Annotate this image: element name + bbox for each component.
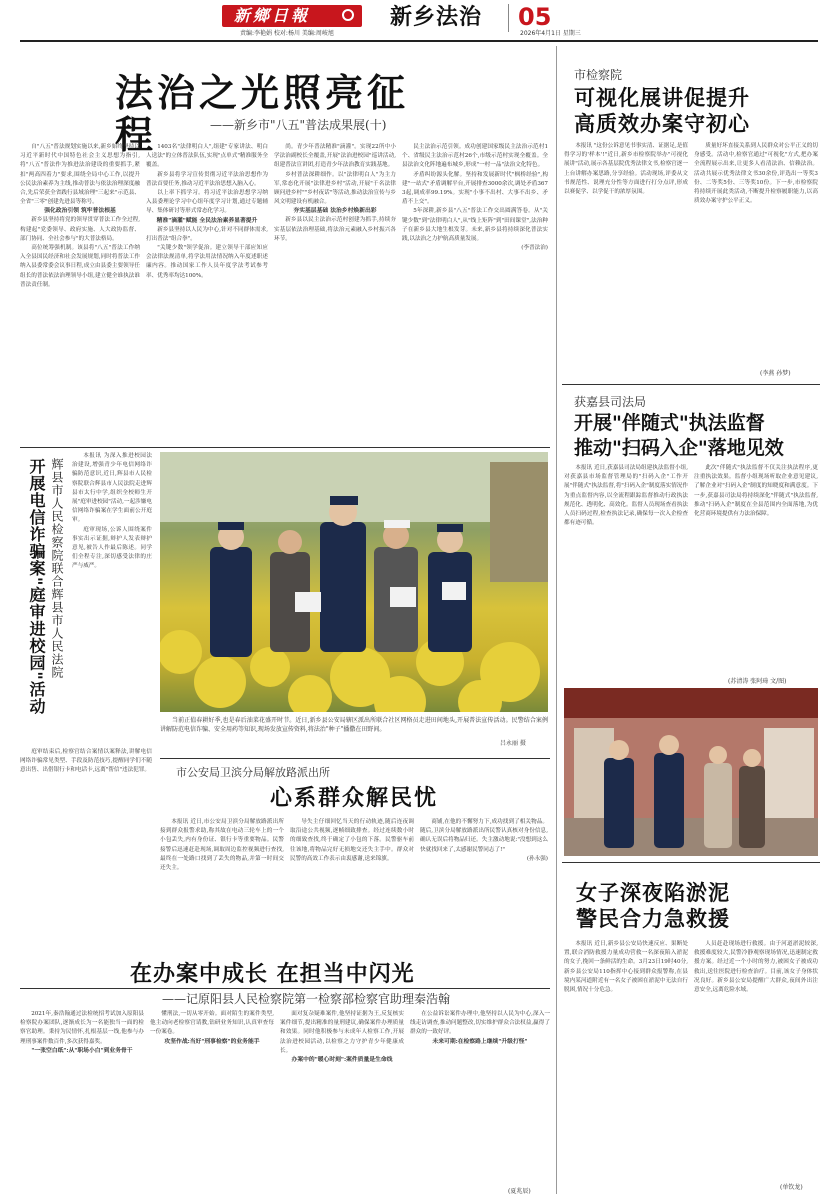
subheading: 攻坚作战:当好"刑事检察"的业务能手 [164,1038,260,1045]
article6-headline-line1: 女子深夜陷淤泥 [576,881,730,905]
paragraph: 尚。青少年普法精准"滴灌"。实现22所中小学法治副校长全覆盖,开展"法治进校园"巡讲活动,组建普法宣讲团,打造青少年法治教育实践基地。 [274,144,396,169]
article6-column-1 [564,940,688,1194]
masthead-rule [20,40,818,42]
paragraph: 以上率下抓学习。将习近平法治思想学习纳入县委理论学习中心组年度学习计划,通过专题辅导、集体研讨等形式常态化学习。 [146,190,268,215]
article1-column-3 [274,143,396,443]
article7-column-2 [150,1010,274,1194]
police-rapeseed-field-photo [160,452,548,712]
byline: (孙永强) [526,855,548,862]
article5-headline-line2: 推动"扫码入企"落地见效 [574,437,784,459]
section-title: 新乡法治 [390,5,483,30]
article7-subheadline: ——记原阳县人民检察院第一检察部检察官助理秦浩翰 [162,992,451,1006]
divider [562,384,820,385]
caption-text: 当前正值春耕好季,也是春后油菜花盛开时节。近日,新乡县公安局辖区派出所联合社区网格员走进田间地头,开展普法宣传活动。民警结合案例讲解防范电信诈骗、安全用药等知识,现场发放宣传资料,将法治"种子"播撒在田野间。 [160,717,548,733]
article5-headline-line1: 开展"伴随式"执法监督 [574,412,765,434]
article4-headline-line1: 可视化展讲促提升 [574,86,750,110]
section-divider [508,4,509,32]
paragraph: 民主法治示范引领。成功创建国家级民主法治示范村1个、省级民主法治示范村26个,市级示范村实现全覆盖。全县法治文化阵地遍布城乡,形成"一村一品"法治文化特色。 [402,144,548,169]
paragraph: 新乡县坚持以人民为中心,针对不同群体需求,打出普法"组合拳"。 [146,226,268,242]
article3-kicker: 市公安局卫滨分局解放路派出所 [176,766,330,779]
photo1-caption [160,716,548,756]
paragraph: 新乡县将学习宣传贯彻习近平法治思想作为普法首要任务,推动习近平法治思想入脑入心。 [146,171,268,187]
paragraph: 新乡县坚持将党的领导贯穿普法工作全过程,构建起"党委领导、政府实施、人大政协监督、部门协同、全社会参与"的大普法格局。 [20,217,140,242]
paragraph: 乡村普法深耕细作。以"法律明白人"为主力军,常态化开展"法律进乡村"活动,开展"千名法律顾问进乡村""乡村夜话"等活动,推动法治宣传与乡风文明建设有机融合。 [274,171,396,206]
paragraph: 面对复杂疑难案件,他坚持证据为王,反复核实案件细节,提出精准的量刑建议,确保案件办理质量和效果。同时他积极参与未成年人检察工作,开展法治进校园活动,以检察之力守护青少年健康成长。 [280,1011,404,1054]
article1-column-4 [402,143,548,443]
vertical-divider [556,46,557,1194]
paragraph: 新乡县以民主法治示范村创建为抓手,持续夯实基层依法治理基础,将法治元素融入乡村振兴各环节。 [274,217,396,242]
subheading: "一张空白纸":从"职场小白"到业务骨干 [31,1047,133,1054]
article4-kicker: 市检察院 [574,68,623,82]
paragraph: 导失主仔细回忆当天的行动轨迹,随后连夜调取沿途公共视频,逐帧细致排查。经过连续数小时的细致查找,终于确定了小包的下落。民警驱车前往该地,将物品完好无损地交还失主手中。群众对民警的高效工作表示由衷感谢,送来锦旗。 [290,819,414,862]
article4-byline: (李燕 孙梦) [760,370,791,377]
article1-column-1 [20,143,140,443]
article7-headline: 在办案中成长 在担当中闪光 [130,962,415,987]
article6-byline: (单钦龙) [780,1184,803,1191]
divider [160,758,550,759]
paragraph: 本报讯 近日,市公安局卫滨分局解放路派出所接到群众报警求助,称其故在电动三轮车上的一个小包丢失,内有身份证、银行卡等重要物品。民警接警后迅速赶赴现场,调取周边监控视频进行查找,最终在一处路口找到了丢失的物品,并第一时间交还失主。 [160,819,284,872]
article2-headline: 开展电信诈骗案"庭审进校园"活动 [27,458,46,715]
date-line: 2026年4月1日 星期三 [520,30,581,37]
article7-column-4 [410,1010,550,1186]
paragraph: 自"八五"普法规划实施以来,新乡始终坚持以习近平新时代中国特色社会主义思想为指引,将"八五"普法作为推进法治建设的重要抓手,紧扣"两高四着力"要求,围绕全局中心工作,以提升公民法治素养为主线,推动普法与依法治理深度融合,先后荣获全省践行县域治理"三起来"示范县、全省"三零"创建先进县等称号。 [20,144,140,206]
photo-illustration [160,452,548,712]
divider [562,862,820,863]
article2-subheadline: 辉县市人民检察院联合辉县市人民法院 [50,458,64,679]
photo1-credit: 吕永丽 摄 [500,740,526,747]
article3-column-2 [290,818,414,978]
paragraph: 庭审结束后,检察官结合案情以案释法,讲解电信网络诈骗常见类型、手段及防范技巧,提醒同学们不随意出售、出借银行卡和电话卡,远离"帮信"违法犯罪。 [20,749,152,774]
subheading: 强化政治引领 筑牢普法根基 [44,208,116,215]
article6-headline-line2: 警民合力急救援 [576,907,730,931]
paragraph: 本报讯 近日,获嘉县司法局组建执法监督小组,对获嘉县市场监督管理局的"扫码入企"工作开展"伴随式"执法监督,将"扫码入企"制度落实情况作为重点监督内容,以全流程跟踪监督推动行政执法规范化、透明化、高效化。监督人员现场查看执法人员扫码过程,检查执法记录,确保每一次入企检查都有迹可循。 [564,465,688,527]
article2-column-2 [20,748,152,984]
divider [20,988,550,989]
divider [20,447,550,448]
paragraph: 在公益诉讼案件办理中,他坚持以人民为中心,深入一线走访调查,推动问题整改,切实维护群众合法权益,赢得了群众的一致好评。 [410,1011,550,1036]
page-number: 05 [518,3,552,31]
masthead [0,0,838,40]
subheading: 精准"滴灌"赋能 全民法治素养显著提升 [156,217,258,224]
logo-ornament [342,9,354,21]
paragraph: 本报讯 近日,新乡县公安局快速反应、果断处置,联合消防救援力量成功营救一名深夜陷入淤泥的女子,挽回一条鲜活的生命。3月23日19时40分,新乡县公安局110指挥中心接到群众报警称,在县境内某河道附近有一名女子被困在淤泥中无法自行脱困,情况十分危急。 [564,941,688,994]
paragraph: 高位统筹强机制。该县将"八五"普法工作纳入全县国民经济和社会发展规划,同时将普法工作纳入县委常委会议事日程,成立由县委主要领导任组长的普法依法治理领导小组,建立健全谁执法谁普法责任制。 [20,245,140,288]
paragraph: 矛盾纠纷源头化解。坚持和发展新时代"枫桥经验",构建"一站式"矛盾调解平台,开展排查3000余次,调处矛盾3673起,调成率99.19%。实现"小事不出村、大事不出乡、矛盾不上交"。 [402,171,548,206]
article4-headline-line2: 高质效办案守初心 [574,112,750,136]
paragraph: 质量好坏直接关系到人民群众对公平正义的切身感受。活动中,检察官通过"可视化"方式,把办案全流程展示出来,让更多人看清法治、信赖法治。活动共展示优秀法律文书30余份,评选出一等奖3份、二等奖5份、三等奖10份。下一步,市检察院将持续开展此类活动,不断提升检察履职能力,以高质效办案守护公平正义。 [694,143,818,205]
paragraph: 人员赶赴现场进行救援。由于河道淤泥较深,救援难度较大,民警冷静观察现场情况,迅速制定救援方案。经过近一个小时的努力,被困女子被成功救出,送往医院进行检查治疗。目前,该女子身体状况良好。新乡县公安局提醒广大群众,夜间外出注意安全,远离危险水域。 [694,941,818,994]
article3-column-1 [160,818,284,978]
article1-subheadline: ——新乡市"八五"普法成果展(十) [210,118,387,132]
article2-column-1 [72,452,152,732]
article1-headline: 法治之光照亮征程 [115,71,410,157]
subheading: 夯实基层基础 法治乡村焕新出彩 [293,208,377,215]
byline: (李晋法治) [521,245,548,252]
article7-column-3 [280,1010,404,1194]
editors-line: 责编:李艳娟 校对:杨川 美编:周岐旭 [240,30,334,37]
photo-illustration [564,688,818,856]
paragraph: 商铺,在他的不懈努力下,成功找到了相关物品。随后,卫滨分局解放路派出所民警认真核对身份信息,确认无误后将物品归还。失主激动地说:"没想到这么快就找回来了,太感谢民警同志了!" [420,819,548,853]
paragraph: 2021年,秦浩翰通过法检统招考试加入原阳县检察院办案团队,逐渐成长为一名能独当一面的检察官助理。秉持为民情怀,扎根基层一线,他参与办理刑事案件数百件,多次获得嘉奖。 [20,1011,144,1045]
paragraph: 此次"伴随式"执法监督不仅关注执法程序,更注重执法效果。监督小组现场听取企业意见建议,了解企业对"扫码入企"制度的知晓度和满意度。下一步,获嘉县司法局将持续深化"伴随式"执法监督,推动"扫码入企"制度在全县范围内全面落地,为优化营商环境提供有力法治保障。 [694,465,818,518]
paragraph: 懂刑法,一切从零开始。面对陌生的案件类型,他主动向老检察官请教,钻研业务知识,认真审查每一份案卷。 [150,1011,274,1036]
article6-column-2 [694,940,818,1180]
article4-column-2 [694,142,818,368]
article5-column-1 [564,464,688,686]
paragraph: "关键少数"领学促治。建立领导干部应知应会法律法规清单,将学法用法情况纳入年度述职述廉内容。推动国家工作人员年度学法考试参考率、优秀率均达100%。 [146,245,268,279]
article5-byline: (苏清涛 张阿琦 文/图) [728,678,787,685]
article7-column-1 [20,1010,144,1194]
subheading: 办案中的"暖心时刻":案件质量是生命线 [291,1057,393,1064]
article1-column-2 [146,143,268,443]
paragraph: 庭审现场,公诉人围绕案件事实出示证据,辩护人发表辩护意见,被告人作最后陈述。同学们全程专注,深切感受法律的庄严与威严。 [72,526,152,570]
article4-column-1 [564,142,688,378]
article3-column-3 [420,818,548,978]
paragraph: 1403名"法律明白人",组建"专家讲法、明白人送法"的立体普法队伍,实现"点单式"精准服务全覆盖。 [146,144,268,169]
logo-text: 新鄉日報 [234,6,311,25]
article5-kicker: 获嘉县司法局 [574,395,647,409]
subheading: 未来可期:在检察路上继续"升级打怪" [432,1038,528,1045]
article3-headline: 心系群众解民忧 [270,786,439,811]
supervision-photo [564,688,818,856]
paragraph: 5年深耕,新乡县"八五"普法工作交出圆满答卷。从"关键少数"到"法律明白人",从"线上矩阵"到"田间课堂",法治种子在新乡县大地生根发芽。未来,新乡县将持续深化普法实践,以法治之力护航高质量发展。 [402,208,548,243]
article5-column-2 [694,464,818,676]
paragraph: 本报讯 为深入推进校园法治建设,增强青少年电信网络诈骗防范意识,近日,辉县市人民检察院联合辉县市人民法院走进辉县市太行中学,组织全校师生开展"庭审进校园"活动,一起涉嫌电信网络诈骗案在学生面前公开庭审。 [72,453,152,524]
paragraph: 本报讯 "这份公诉意见书事实清、证据足,是值得学习的'样本'!"近日,新乡市检察院举办"可视化展讲"活动,展示各基层院优秀法律文书,检察官逐一上台讲解办案思路,分享经验。活动现场,评委从文书规范性、说理充分性等方面进行打分点评,形成以赛促学、以学促干的浓厚氛围。 [564,143,688,196]
article7-byline: (夏兆辰) [508,1188,531,1195]
